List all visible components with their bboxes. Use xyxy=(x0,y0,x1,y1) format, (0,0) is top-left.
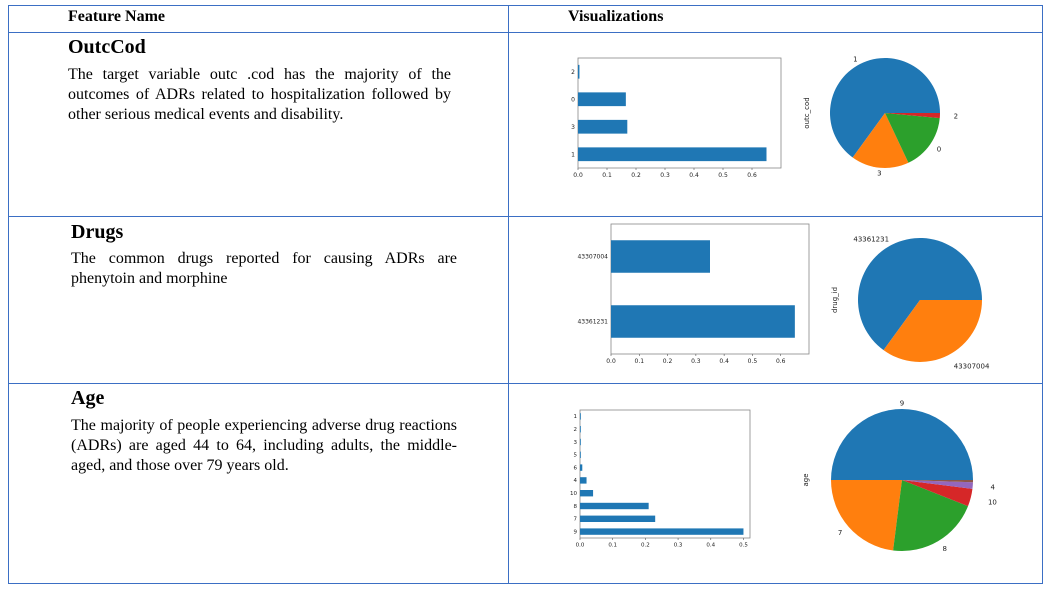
pie-slice xyxy=(831,480,902,550)
bar xyxy=(611,240,710,273)
pie-axis-label: outc_cod xyxy=(803,97,811,129)
x-tick-label: 0.0 xyxy=(575,542,585,549)
header-feature-name: Feature Name xyxy=(68,8,165,25)
pie-label: 43307004 xyxy=(953,362,990,371)
x-tick-label: 0.1 xyxy=(608,542,618,549)
feature-description-age: The majority of people experiencing adverse drug reactions (ADRs) are aged 44 to 64, including adults, the middle-aged, and those over 79 years old. xyxy=(71,417,457,474)
bar xyxy=(580,464,582,470)
x-tick-label: 0.3 xyxy=(660,172,670,179)
x-tick-label: 0.2 xyxy=(662,358,673,365)
pie-label: 9 xyxy=(899,399,905,408)
x-tick-label: 0.3 xyxy=(691,358,701,365)
bar xyxy=(578,92,626,106)
row-divider-1 xyxy=(8,216,1043,217)
bar xyxy=(580,426,581,432)
outccod-bar-chart xyxy=(560,52,785,184)
bar xyxy=(580,528,743,534)
y-tick-label: 10 xyxy=(570,491,577,498)
x-tick-label: 0.5 xyxy=(747,358,758,365)
y-tick-label: 2 xyxy=(571,68,575,76)
feature-title-drugs: Drugs xyxy=(71,221,124,243)
bar xyxy=(580,439,581,445)
age-pie-chart xyxy=(800,399,1000,553)
bar xyxy=(611,305,795,338)
row-divider-2 xyxy=(8,383,1043,384)
pie-axis-label: age xyxy=(802,473,810,487)
y-tick-label: 3 xyxy=(573,439,577,446)
pie-slice xyxy=(831,409,973,480)
y-tick-label: 4 xyxy=(573,478,577,485)
y-tick-label: 2 xyxy=(573,427,577,434)
outccod-pie-chart xyxy=(795,50,970,185)
bar xyxy=(578,120,627,134)
pie-label: 4 xyxy=(990,483,995,492)
pie-axis-label: drug_id xyxy=(831,286,839,314)
pie-label: 1 xyxy=(853,55,858,64)
bar xyxy=(580,516,655,522)
pie-label: 0 xyxy=(936,145,942,154)
x-tick-label: 0.4 xyxy=(706,542,716,549)
pie-label: 7 xyxy=(837,528,843,537)
x-tick-label: 0.5 xyxy=(718,172,728,179)
y-tick-label: 43361231 xyxy=(577,318,608,326)
x-tick-label: 0.4 xyxy=(719,358,729,365)
table-border-bottom xyxy=(8,583,1043,584)
y-tick-label: 1 xyxy=(573,414,577,421)
feature-title-age: Age xyxy=(71,387,105,409)
y-tick-label: 1 xyxy=(571,151,575,159)
y-tick-label: 43307004 xyxy=(577,253,608,261)
x-tick-label: 0.5 xyxy=(739,542,748,549)
y-tick-label: 6 xyxy=(573,465,577,472)
header-divider xyxy=(8,32,1043,33)
drugs-bar-chart xyxy=(567,218,815,376)
table-border-top xyxy=(8,5,1043,6)
pie-label: 8 xyxy=(942,544,947,553)
drugs-pie-chart xyxy=(825,230,1015,376)
pie-label: 10 xyxy=(987,498,997,507)
bar xyxy=(580,452,581,458)
feature-description-drugs: The common drugs reported for causing ADRs are phenytoin and morphine xyxy=(71,250,457,287)
bar xyxy=(580,490,593,496)
x-tick-label: 0.4 xyxy=(689,172,699,179)
bar xyxy=(580,477,587,483)
age-bar-chart xyxy=(560,404,758,556)
table-border-right xyxy=(1042,5,1043,583)
pie-label: 43361231 xyxy=(853,235,890,244)
x-tick-label: 0.1 xyxy=(602,172,612,179)
x-tick-label: 0.6 xyxy=(747,172,757,179)
bar xyxy=(578,147,767,161)
pie-label: 2 xyxy=(953,112,959,121)
y-tick-label: 8 xyxy=(573,503,577,510)
x-tick-label: 0.1 xyxy=(634,358,645,365)
x-tick-label: 0.2 xyxy=(631,172,641,179)
header-visualizations: Visualizations xyxy=(568,8,664,25)
table-border-left xyxy=(8,5,9,583)
pie-label: 3 xyxy=(877,169,882,178)
y-tick-label: 3 xyxy=(571,123,575,131)
x-tick-label: 0.0 xyxy=(573,172,583,179)
column-divider xyxy=(508,5,509,583)
feature-description-outccod: The target variable outc .cod has the majority of the outcomes of ADRs related to hospitalization followed by other serious medical events and disability. xyxy=(68,66,451,123)
y-tick-label: 5 xyxy=(573,452,577,459)
feature-title-outccod: OutcCod xyxy=(68,36,146,58)
y-tick-label: 9 xyxy=(573,529,577,536)
bar xyxy=(578,65,579,79)
x-tick-label: 0.3 xyxy=(673,542,683,549)
x-tick-label: 0.2 xyxy=(641,542,650,549)
y-tick-label: 0 xyxy=(571,96,575,104)
x-tick-label: 0.0 xyxy=(606,358,616,365)
y-tick-label: 7 xyxy=(573,516,577,523)
bar xyxy=(580,413,581,419)
x-tick-label: 0.6 xyxy=(775,358,786,365)
bar xyxy=(580,503,649,509)
